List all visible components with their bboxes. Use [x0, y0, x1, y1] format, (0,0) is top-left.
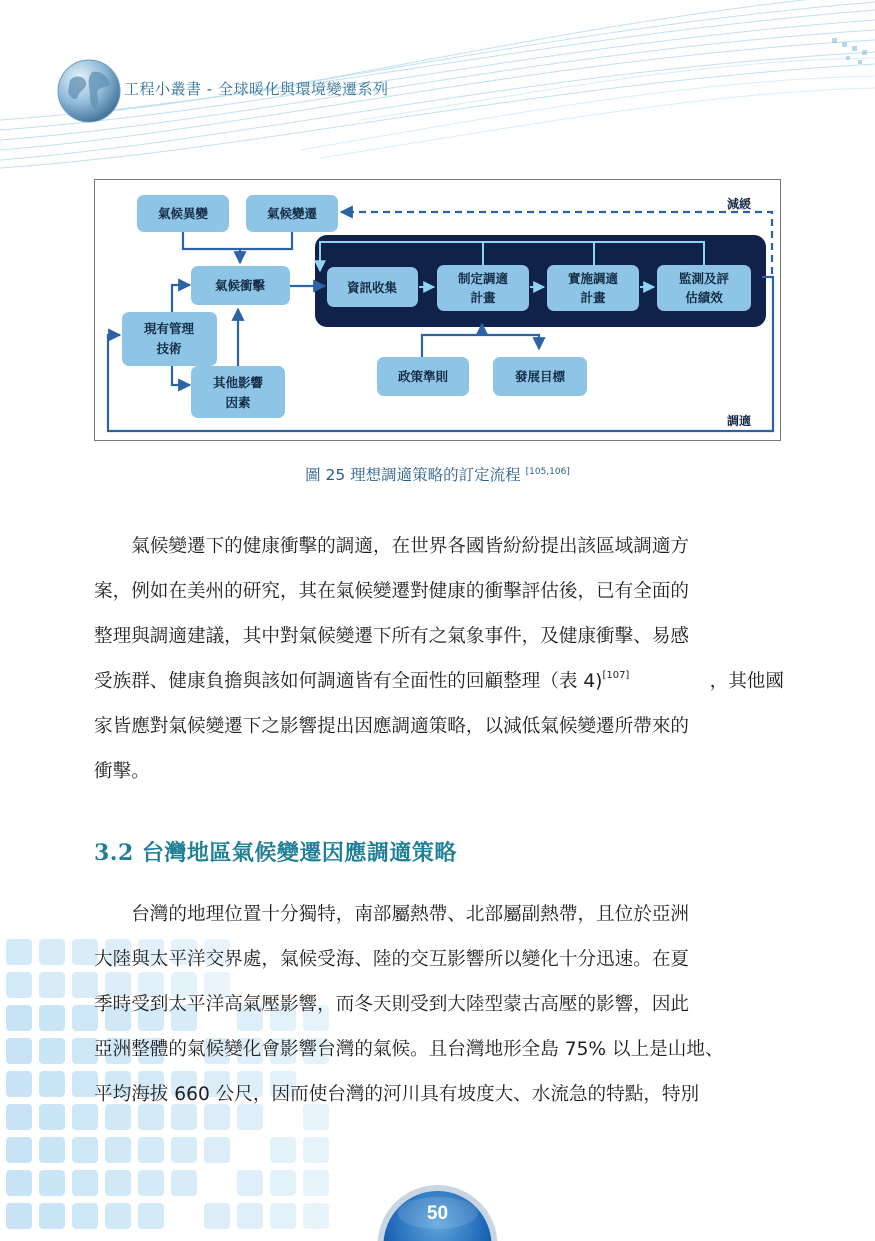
section-heading: 3.2 台灣地區氣候變遷因應調適策略 [94, 840, 457, 866]
svg-text:氣候變遷: 氣候變遷 [266, 206, 318, 221]
node-existing-management [122, 312, 217, 366]
text-line: 季時受到太平洋高氣壓影響，而冬天則受到大陸型蒙古高壓的影響，因此 [94, 994, 690, 1015]
svg-text:技術: 技術 [156, 341, 182, 356]
globe-icon [56, 58, 122, 124]
decorative-tile [39, 972, 65, 998]
node-implement-plan [547, 265, 639, 311]
caption-reference: [105,106] [525, 467, 570, 477]
svg-text:政策準則: 政策準則 [397, 369, 449, 384]
decorative-tile [237, 1203, 263, 1229]
decorative-tile [72, 1170, 98, 1196]
decorative-tile [270, 1137, 296, 1163]
decorative-tile [204, 1137, 230, 1163]
node-policy-guidelines [377, 357, 469, 396]
node-info-collection [327, 267, 418, 307]
decorative-tile [237, 1170, 263, 1196]
node-climate-anomaly [137, 195, 229, 232]
page-number-badge [375, 1183, 500, 1241]
svg-text:資訊收集: 資訊收集 [346, 280, 398, 295]
svg-text:氣候異變: 氣候異變 [157, 206, 209, 221]
decorative-tile [6, 1137, 32, 1163]
decorative-tile [204, 1203, 230, 1229]
svg-text:發展目標: 發展目標 [514, 369, 566, 384]
decorative-tile [39, 1203, 65, 1229]
decorative-tile [171, 1137, 197, 1163]
text-line [94, 659, 784, 704]
text-line: 氣候變遷下的健康衝擊的調適，在世界各國皆紛紛提出該區域調適方 [94, 536, 690, 557]
node-other-factors [191, 366, 285, 418]
decorative-tile [138, 1203, 164, 1229]
decorative-tile [105, 1170, 131, 1196]
decorative-tile [6, 1005, 32, 1031]
svg-text:計畫: 計畫 [580, 290, 606, 305]
node-formulate-plan [437, 265, 529, 311]
adaptation-flow-diagram [94, 179, 781, 441]
svg-text:估績效: 估績效 [685, 290, 723, 305]
decorative-tile [6, 1071, 32, 1097]
decorative-tile [39, 1170, 65, 1196]
decorative-tile [138, 1137, 164, 1163]
decorative-tile [39, 1038, 65, 1064]
caption-text: 圖 25 理想調適策略的訂定流程 [305, 466, 521, 484]
citation-reference: [107] [602, 670, 630, 681]
node-climate-impact [191, 266, 290, 305]
decorative-tile [39, 1005, 65, 1031]
svg-text:因素: 因素 [225, 395, 251, 410]
svg-text:現有管理: 現有管理 [143, 321, 195, 336]
decorative-tile [39, 1071, 65, 1097]
decorative-tile [39, 1104, 65, 1130]
decorative-tile [171, 1170, 197, 1196]
decorative-tile [6, 939, 32, 965]
svg-text:監測及評: 監測及評 [678, 271, 730, 286]
paragraph-health-adaptation [94, 524, 784, 794]
decorative-tile [72, 1203, 98, 1229]
decorative-tile [6, 1104, 32, 1130]
node-climate-change [246, 195, 338, 232]
decorative-tile [6, 1170, 32, 1196]
decorative-tile [270, 1170, 296, 1196]
decorative-tile [105, 1203, 131, 1229]
svg-text:計畫: 計畫 [470, 290, 496, 305]
svg-text:制定調適: 制定調適 [457, 271, 509, 286]
text-line-part: ，其他國 [709, 671, 784, 692]
decorative-tile [6, 1203, 32, 1229]
text-line: 家皆應對氣候變遷下之影響提出因應調適策略，以減低氣候變遷所帶來的 [94, 716, 690, 737]
text-line: 整理與調適建議，其中對氣候變遷下所有之氣象事件，及健康衝擊、易感 [94, 626, 690, 647]
decorative-tile [303, 1137, 329, 1163]
text-line: 台灣的地理位置十分獨特，南部屬熱帶、北部屬副熱帶，且位於亞洲 [94, 904, 690, 925]
node-monitor-evaluate [657, 265, 751, 311]
adaptation-label: 調適 [726, 414, 752, 428]
decorative-tile [303, 1170, 329, 1196]
decorative-tile [6, 1038, 32, 1064]
text-line: 大陸與太平洋交界處，氣候受海、陸的交互影響所以變化十分迅速。在夏 [94, 949, 690, 970]
text-line: 案，例如在美州的研究，其在氣候變遷對健康的衝擊評估後，已有全面的 [94, 581, 690, 602]
figure-caption [0, 463, 875, 485]
decorative-tile [303, 1203, 329, 1229]
text-line-part: 受族群、健康負擔與該如何調適皆有全面性的回顧整理（表 4) [94, 671, 603, 692]
decorative-tile [270, 1203, 296, 1229]
node-development-goals [493, 357, 587, 396]
paragraph-taiwan-climate [94, 892, 784, 1117]
decorative-tile [138, 1170, 164, 1196]
text-line: 衝擊。 [94, 761, 150, 782]
decorative-tile [6, 972, 32, 998]
header-series-title: 工程小叢書 - 全球暖化與環境變遷系列 [124, 80, 389, 98]
decorative-tile [105, 1137, 131, 1163]
svg-text:實施調適: 實施調適 [567, 271, 619, 286]
decorative-tile [39, 939, 65, 965]
decorative-tile [72, 1137, 98, 1163]
page-number: 50 [426, 1203, 449, 1224]
text-line: 亞洲整體的氣候變化會影響台灣的氣候。且台灣地形全島 75% 以上是山地、 [94, 1039, 724, 1060]
mitigation-label: 減緩 [726, 197, 752, 211]
decorative-tile [39, 1137, 65, 1163]
text-line: 平均海拔 660 公尺，因而使台灣的河川具有坡度大、水流急的特點，特別 [94, 1084, 700, 1105]
svg-text:其他影響: 其他影響 [212, 375, 264, 390]
svg-text:氣候衝擊: 氣候衝擊 [214, 278, 266, 293]
